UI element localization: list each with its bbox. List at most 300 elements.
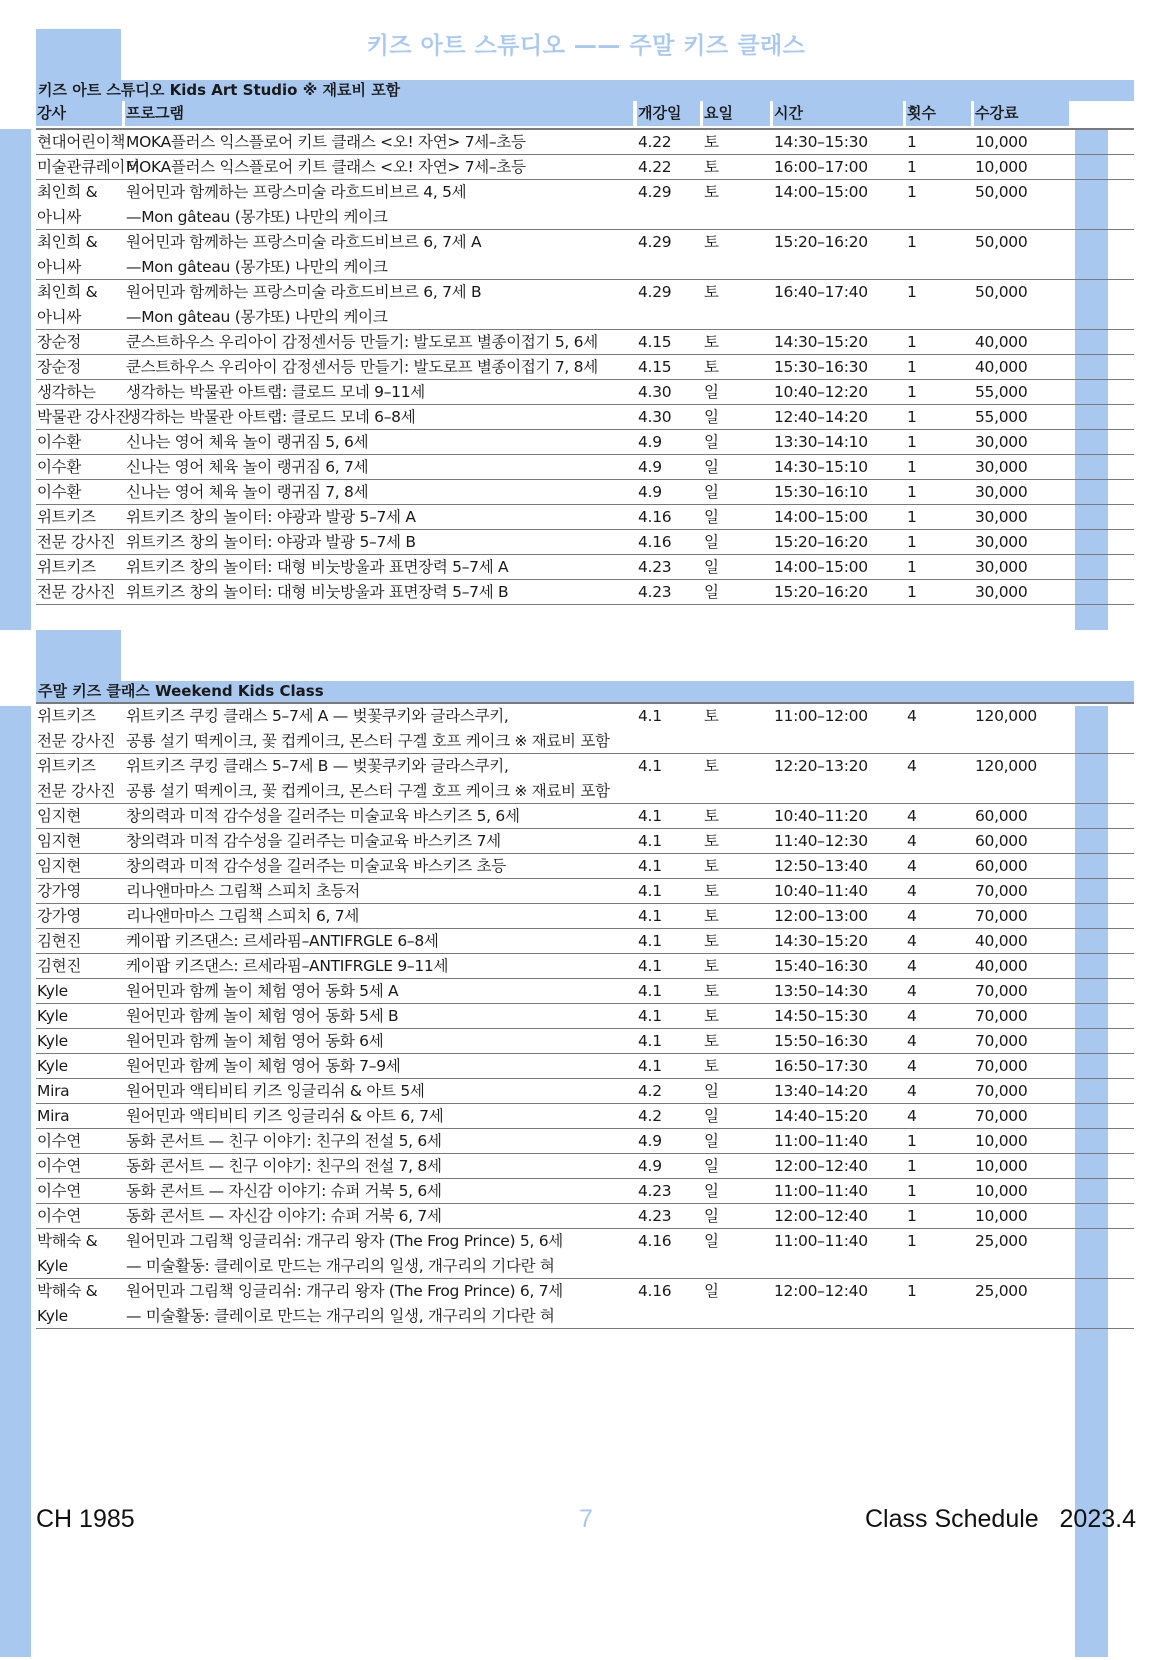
cell-fee: 70,000	[975, 1007, 1028, 1025]
cell-program	[125, 704, 630, 754]
cell-time: 16:00–17:00	[774, 158, 868, 176]
cell-program	[125, 530, 630, 555]
cell-start-date: 4.2	[638, 1107, 662, 1125]
cell-sessions: 4	[907, 957, 917, 975]
cell-program	[125, 405, 630, 430]
cell-fee: 25,000	[975, 1232, 1028, 1250]
cell-instructor	[36, 1129, 122, 1154]
cell-start-date: 4.16	[638, 1232, 672, 1250]
cell-start-date: 4.15	[638, 333, 672, 351]
cell-day: 토	[704, 233, 719, 251]
cell-instructor	[36, 1004, 122, 1029]
table-row	[36, 904, 1134, 929]
cell-program	[125, 555, 630, 580]
cell-sessions: 4	[907, 932, 917, 950]
cell-program-line: 원어민과 액티비티 키즈 잉글리쉬 & 아트 6, 7세	[126, 1107, 444, 1125]
cell-instructor-line: 전문 강사진	[37, 782, 115, 800]
cell-start-date: 4.1	[638, 757, 662, 775]
cell-sessions: 4	[907, 757, 917, 775]
cell-fee: 40,000	[975, 932, 1028, 950]
cell-fee: 70,000	[975, 1057, 1028, 1075]
cell-program-line: 동화 콘서트 — 친구 이야기: 친구의 전설 5, 6세	[126, 1132, 442, 1150]
cell-time: 10:40–11:40	[774, 882, 868, 900]
table-row	[36, 480, 1134, 505]
cell-instructor	[36, 1279, 122, 1329]
cell-start-date: 4.1	[638, 1007, 662, 1025]
cell-time: 10:40–12:20	[774, 383, 868, 401]
cell-program	[125, 155, 630, 180]
cell-day: 토	[704, 158, 719, 176]
cell-fee: 60,000	[975, 857, 1028, 875]
cell-program-line: —Mon gâteau (몽갸또) 나만의 케이크	[126, 258, 388, 276]
cell-start-date: 4.30	[638, 408, 672, 426]
cell-program-line: 케이팝 키즈댄스: 르세라핌–ANTIFRGLE 9–11세	[126, 957, 449, 975]
cell-day: 일	[704, 508, 719, 526]
cell-day: 토	[704, 133, 719, 151]
page-title: 키즈 아트 스튜디오 —— 주말 키즈 클래스	[366, 33, 806, 59]
cell-time: 14:40–15:20	[774, 1107, 868, 1125]
cell-start-date: 4.1	[638, 707, 662, 725]
cell-instructor	[36, 530, 122, 555]
cell-day: 토	[704, 882, 719, 900]
cell-start-date: 4.1	[638, 832, 662, 850]
cell-instructor-line: 생각하는	[37, 383, 96, 401]
cell-start-date: 4.9	[638, 458, 662, 476]
cell-fee: 30,000	[975, 483, 1028, 501]
cell-start-date: 4.23	[638, 1182, 672, 1200]
cell-program-line: 위트키즈 창의 놀이터: 야광과 발광 5–7세 B	[126, 533, 416, 551]
cell-instructor-line: 이수환	[37, 458, 82, 476]
cell-sessions: 1	[907, 233, 917, 251]
cell-time: 15:20–16:20	[774, 533, 868, 551]
cell-program	[125, 754, 630, 804]
cell-instructor-line: 박해숙 &	[37, 1282, 98, 1300]
cell-sessions: 1	[907, 333, 917, 351]
cell-program	[125, 1054, 630, 1079]
table-row	[36, 979, 1134, 1004]
cell-start-date: 4.29	[638, 283, 672, 301]
cell-instructor-line: 김현진	[37, 932, 82, 950]
table-row	[36, 1129, 1134, 1154]
cell-start-date: 4.29	[638, 183, 672, 201]
cell-program	[125, 879, 630, 904]
cell-instructor-line: 위트키즈	[37, 707, 96, 725]
cell-instructor	[36, 130, 126, 155]
cell-instructor	[36, 355, 122, 380]
cell-day: 토	[704, 1057, 719, 1075]
cell-day: 일	[704, 1232, 719, 1250]
table-row	[36, 1029, 1134, 1054]
cell-program-line: 원어민과 그림책 잉글리쉬: 개구리 왕자 (The Frog Prince) 6, 7세	[126, 1282, 563, 1300]
table-body	[36, 130, 1134, 605]
table-row	[36, 405, 1134, 430]
cell-time: 11:40–12:30	[774, 832, 868, 850]
cell-start-date: 4.23	[638, 558, 672, 576]
cell-program-line: 리나앤마마스 그림책 스피치 초등저	[126, 882, 360, 900]
cell-instructor-line: 전문 강사진	[37, 732, 115, 750]
cell-instructor-line: Mira	[37, 1082, 70, 1100]
cell-program	[125, 430, 630, 455]
cell-time: 12:00–12:40	[774, 1282, 868, 1300]
cell-fee: 55,000	[975, 383, 1028, 401]
cell-day: 토	[704, 807, 719, 825]
cell-fee: 30,000	[975, 458, 1028, 476]
cell-program	[125, 230, 630, 280]
cell-start-date: 4.9	[638, 1132, 662, 1150]
cell-start-date: 4.9	[638, 433, 662, 451]
cell-fee: 30,000	[975, 433, 1028, 451]
cell-program-line: —Mon gâteau (몽갸또) 나만의 케이크	[126, 208, 388, 226]
cell-instructor-line: 강가영	[37, 907, 82, 925]
cell-time: 14:00–15:00	[774, 183, 868, 201]
cell-sessions: 1	[907, 483, 917, 501]
cell-start-date: 4.22	[638, 158, 672, 176]
cell-sessions: 1	[907, 1132, 917, 1150]
cell-sessions: 1	[907, 1232, 917, 1250]
cell-instructor-line: 아니싸	[37, 258, 82, 276]
table-row	[36, 1154, 1134, 1179]
cell-program-line: 원어민과 액티비티 키즈 잉글리쉬 & 아트 5세	[126, 1082, 425, 1100]
cell-program-line: — 미술활동: 클레이로 만드는 개구리의 일생, 개구리의 기다란 혀	[126, 1307, 555, 1325]
cell-program	[125, 804, 630, 829]
cell-time: 15:30–16:30	[774, 358, 868, 376]
cell-time: 12:50–13:40	[774, 857, 868, 875]
cell-instructor	[36, 330, 122, 355]
cell-day: 일	[704, 583, 719, 601]
cell-program	[125, 1104, 630, 1129]
cell-time: 16:40–17:40	[774, 283, 868, 301]
cell-fee: 50,000	[975, 183, 1028, 201]
cell-time: 15:30–16:10	[774, 483, 868, 501]
cell-day: 일	[704, 408, 719, 426]
cell-instructor	[36, 380, 122, 405]
table-row	[36, 230, 1134, 280]
cell-program-line: 원어민과 함께 놀이 체험 영어 동화 5세 B	[126, 1007, 399, 1025]
page-number: 7	[579, 1505, 593, 1533]
cell-time: 13:50–14:30	[774, 982, 868, 1000]
weekend-kids-class-section	[36, 681, 1134, 1329]
cell-sessions: 4	[907, 1032, 917, 1050]
cell-instructor-line: 위트키즈	[37, 757, 96, 775]
cell-program	[125, 1179, 630, 1204]
cell-program	[125, 1279, 630, 1329]
cell-sessions: 1	[907, 508, 917, 526]
cell-program-line: 원어민과 함께 놀이 체험 영어 동화 7–9세	[126, 1057, 401, 1075]
header-program: 프로그램	[125, 101, 633, 126]
cell-day: 토	[704, 707, 719, 725]
cell-start-date: 4.1	[638, 1032, 662, 1050]
cell-time: 11:00–12:00	[774, 707, 868, 725]
cell-day: 토	[704, 957, 719, 975]
cell-time: 16:50–17:30	[774, 1057, 868, 1075]
cell-program-line: MOKA플러스 익스플로어 키트 클래스 <오! 자연> 7세–초등	[126, 133, 526, 151]
table-row	[36, 505, 1134, 530]
cell-day: 토	[704, 907, 719, 925]
cell-fee: 40,000	[975, 957, 1028, 975]
cell-instructor	[36, 1229, 122, 1279]
cell-program	[125, 904, 630, 929]
cell-day: 토	[704, 283, 719, 301]
cell-start-date: 4.1	[638, 957, 662, 975]
cell-instructor	[36, 280, 122, 330]
table-row	[36, 704, 1134, 754]
cell-day: 일	[704, 483, 719, 501]
cell-fee: 70,000	[975, 882, 1028, 900]
cell-instructor-line: 최인희 &	[37, 233, 98, 251]
cell-program	[125, 1154, 630, 1179]
cell-sessions: 1	[907, 433, 917, 451]
table-row	[36, 1179, 1134, 1204]
cell-time: 13:40–14:20	[774, 1082, 868, 1100]
cell-day: 일	[704, 458, 719, 476]
cell-program	[125, 480, 630, 505]
cell-program	[125, 1079, 630, 1104]
cell-start-date: 4.1	[638, 807, 662, 825]
footer-brand: CH 1985	[36, 1505, 135, 1533]
cell-instructor-line: 최인희 &	[37, 283, 98, 301]
cell-program-line: 원어민과 함께하는 프랑스미술 라흐드비브르 6, 7세 B	[126, 283, 482, 301]
cell-day: 일	[704, 433, 719, 451]
cell-start-date: 4.15	[638, 358, 672, 376]
cell-fee: 70,000	[975, 1032, 1028, 1050]
cell-sessions: 1	[907, 408, 917, 426]
cell-program	[125, 954, 630, 979]
cell-program	[125, 580, 630, 605]
cell-sessions: 4	[907, 1007, 917, 1025]
cell-instructor-line: 이수환	[37, 483, 82, 501]
cell-day: 토	[704, 1032, 719, 1050]
cell-program-line: 동화 콘서트 — 자신감 이야기: 슈퍼 거북 6, 7세	[126, 1207, 442, 1225]
cell-sessions: 4	[907, 1107, 917, 1125]
cell-time: 12:00–13:00	[774, 907, 868, 925]
cell-program	[125, 180, 630, 230]
cell-instructor	[36, 829, 122, 854]
cell-start-date: 4.1	[638, 882, 662, 900]
cell-instructor-line: 임지현	[37, 832, 82, 850]
cell-instructor	[36, 879, 122, 904]
cell-program-line: 동화 콘서트 — 자신감 이야기: 슈퍼 거북 5, 6세	[126, 1182, 442, 1200]
cell-program-line: 공룡 설기 떡케이크, 꽃 컵케이크, 몬스터 구겔 호프 케이크 ※ 재료비 포함	[126, 782, 610, 800]
table-row	[36, 330, 1134, 355]
table-row	[36, 280, 1134, 330]
cell-instructor	[36, 704, 122, 754]
cell-sessions: 1	[907, 383, 917, 401]
table-row	[36, 1279, 1134, 1329]
cell-day: 일	[704, 1282, 719, 1300]
cell-time: 14:30–15:20	[774, 333, 868, 351]
cell-time: 12:00–12:40	[774, 1157, 868, 1175]
cell-instructor-line: 미술관큐레이터	[37, 158, 140, 176]
cell-time: 14:30–15:20	[774, 932, 868, 950]
cell-instructor-line: 최인희 &	[37, 183, 98, 201]
cell-sessions: 1	[907, 583, 917, 601]
table-row	[36, 804, 1134, 829]
cell-time: 15:50–16:30	[774, 1032, 868, 1050]
deco-block-top-left	[36, 29, 121, 81]
cell-program	[125, 505, 630, 530]
cell-start-date: 4.22	[638, 133, 672, 151]
kids-art-studio-section	[36, 80, 1134, 605]
cell-time: 12:20–13:20	[774, 757, 868, 775]
cell-sessions: 4	[907, 707, 917, 725]
cell-instructor	[36, 180, 122, 230]
cell-instructor-line: Kyle	[37, 1057, 68, 1075]
cell-day: 토	[704, 982, 719, 1000]
cell-start-date: 4.30	[638, 383, 672, 401]
cell-fee: 10,000	[975, 158, 1028, 176]
table-row	[36, 829, 1134, 854]
cell-fee: 10,000	[975, 1182, 1028, 1200]
cell-instructor-line: 위트키즈	[37, 558, 96, 576]
cell-time: 14:50–15:30	[774, 1007, 868, 1025]
cell-sessions: 1	[907, 133, 917, 151]
cell-time: 15:40–16:30	[774, 957, 868, 975]
cell-instructor-line: 전문 강사진	[37, 533, 115, 551]
table-row	[36, 1229, 1134, 1279]
cell-program-line: 창의력과 미적 감수성을 길러주는 미술교육 바스키즈 5, 6세	[126, 807, 520, 825]
cell-day: 일	[704, 1132, 719, 1150]
table-row	[36, 530, 1134, 555]
cell-start-date: 4.9	[638, 1157, 662, 1175]
cell-program-line: 원어민과 함께 놀이 체험 영어 동화 6세	[126, 1032, 384, 1050]
cell-program-line: 쿤스트하우스 우리아이 감정센서등 만들기: 발도로프 별종이접기 7, 8세	[126, 358, 598, 376]
cell-program-line: 리나앤마마스 그림책 스피치 6, 7세	[126, 907, 360, 925]
cell-sessions: 1	[907, 158, 917, 176]
cell-instructor-line: Kyle	[37, 1257, 68, 1275]
cell-instructor	[36, 455, 122, 480]
cell-program	[125, 929, 630, 954]
cell-sessions: 1	[907, 1282, 917, 1300]
cell-fee: 10,000	[975, 1132, 1028, 1150]
cell-instructor	[36, 430, 122, 455]
table-row	[36, 854, 1134, 879]
cell-day: 토	[704, 757, 719, 775]
cell-program-line: 공룡 설기 떡케이크, 꽃 컵케이크, 몬스터 구겔 호프 케이크 ※ 재료비 포함	[126, 732, 610, 750]
table-row	[36, 929, 1134, 954]
cell-time: 11:00–11:40	[774, 1132, 868, 1150]
cell-day: 토	[704, 1007, 719, 1025]
cell-fee: 120,000	[975, 757, 1037, 775]
cell-program-line: 신나는 영어 체육 놀이 랭귀짐 5, 6세	[126, 433, 369, 451]
cell-fee: 70,000	[975, 907, 1028, 925]
cell-day: 일	[704, 533, 719, 551]
cell-fee: 50,000	[975, 233, 1028, 251]
cell-day: 토	[704, 333, 719, 351]
cell-program-line: 원어민과 함께하는 프랑스미술 라흐드비브르 6, 7세 A	[126, 233, 482, 251]
cell-program	[125, 455, 630, 480]
table-row	[36, 1104, 1134, 1129]
cell-sessions: 4	[907, 857, 917, 875]
cell-time: 11:00–11:40	[774, 1232, 868, 1250]
cell-day: 일	[704, 383, 719, 401]
cell-start-date: 4.16	[638, 508, 672, 526]
cell-instructor	[36, 1054, 122, 1079]
cell-sessions: 1	[907, 283, 917, 301]
cell-day: 토	[704, 358, 719, 376]
cell-instructor	[36, 1079, 122, 1104]
cell-day: 일	[704, 1182, 719, 1200]
cell-fee: 30,000	[975, 558, 1028, 576]
cell-instructor-line: 이수연	[37, 1207, 82, 1225]
deco-block-mid-left	[36, 630, 121, 682]
cell-start-date: 4.1	[638, 982, 662, 1000]
cell-fee: 10,000	[975, 1157, 1028, 1175]
header-fee: 수강료	[974, 101, 1069, 126]
cell-instructor-line: 아니싸	[37, 208, 82, 226]
cell-instructor	[36, 405, 130, 430]
cell-program-line: 위트키즈 쿠킹 클래스 5–7세 A — 벚꽃쿠키와 글라스쿠키,	[126, 707, 509, 725]
cell-instructor-line: 김현진	[37, 957, 82, 975]
cell-program-line: 창의력과 미적 감수성을 길러주는 미술교육 바스키즈 초등	[126, 857, 506, 875]
cell-instructor-line: Kyle	[37, 1307, 68, 1325]
cell-instructor-line: 이수연	[37, 1132, 82, 1150]
cell-program	[125, 979, 630, 1004]
cell-instructor	[36, 904, 122, 929]
cell-day: 토	[704, 857, 719, 875]
header-time: 시간	[773, 101, 903, 126]
table-row	[36, 380, 1134, 405]
cell-start-date: 4.2	[638, 1082, 662, 1100]
cell-program-line: 위트키즈 창의 놀이터: 야광과 발광 5–7세 A	[126, 508, 416, 526]
cell-instructor-line: 장순정	[37, 358, 82, 376]
cell-program	[125, 380, 630, 405]
cell-instructor	[36, 555, 122, 580]
cell-time: 15:20–16:20	[774, 583, 868, 601]
cell-instructor	[36, 480, 122, 505]
cell-time: 14:00–15:00	[774, 508, 868, 526]
cell-instructor-line: 이수환	[37, 433, 82, 451]
cell-instructor-line: 아니싸	[37, 308, 82, 326]
cell-instructor	[36, 155, 140, 180]
cell-program-line: —Mon gâteau (몽갸또) 나만의 케이크	[126, 308, 388, 326]
table-row	[36, 180, 1134, 230]
cell-sessions: 4	[907, 832, 917, 850]
cell-sessions: 4	[907, 1082, 917, 1100]
cell-program-line: 위트키즈 창의 놀이터: 대형 비눗방울과 표면장력 5–7세 A	[126, 558, 509, 576]
cell-time: 13:30–14:10	[774, 433, 868, 451]
cell-program	[125, 1229, 630, 1279]
cell-program-line: 원어민과 함께 놀이 체험 영어 동화 5세 A	[126, 982, 399, 1000]
header-start-date: 개강일	[637, 101, 700, 126]
cell-instructor	[36, 580, 122, 605]
table-row	[36, 430, 1134, 455]
cell-program	[125, 854, 630, 879]
cell-fee: 40,000	[975, 333, 1028, 351]
cell-fee: 30,000	[975, 583, 1028, 601]
cell-instructor	[36, 1204, 122, 1229]
cell-sessions: 1	[907, 458, 917, 476]
cell-instructor	[36, 954, 122, 979]
cell-fee: 120,000	[975, 707, 1037, 725]
cell-start-date: 4.1	[638, 932, 662, 950]
cell-program-line: 신나는 영어 체육 놀이 랭귀짐 7, 8세	[126, 483, 369, 501]
cell-instructor	[36, 1179, 122, 1204]
cell-instructor-line: Kyle	[37, 1007, 68, 1025]
cell-instructor-line: 현대어린이책	[37, 133, 126, 151]
cell-program-line: 신나는 영어 체육 놀이 랭귀짐 6, 7세	[126, 458, 369, 476]
cell-instructor	[36, 979, 122, 1004]
cell-program-line: 원어민과 그림책 잉글리쉬: 개구리 왕자 (The Frog Prince) 5, 6세	[126, 1232, 563, 1250]
cell-start-date: 4.1	[638, 857, 662, 875]
cell-fee: 25,000	[975, 1282, 1028, 1300]
cell-day: 일	[704, 1082, 719, 1100]
cell-instructor-line: Kyle	[37, 1032, 68, 1050]
table-body	[36, 702, 1134, 1329]
cell-instructor-line: 강가영	[37, 882, 82, 900]
cell-program-line: 원어민과 함께하는 프랑스미술 라흐드비브르 4, 5세	[126, 183, 467, 201]
cell-program-line: 위트키즈 창의 놀이터: 대형 비눗방울과 표면장력 5–7세 B	[126, 583, 509, 601]
cell-sessions: 4	[907, 882, 917, 900]
